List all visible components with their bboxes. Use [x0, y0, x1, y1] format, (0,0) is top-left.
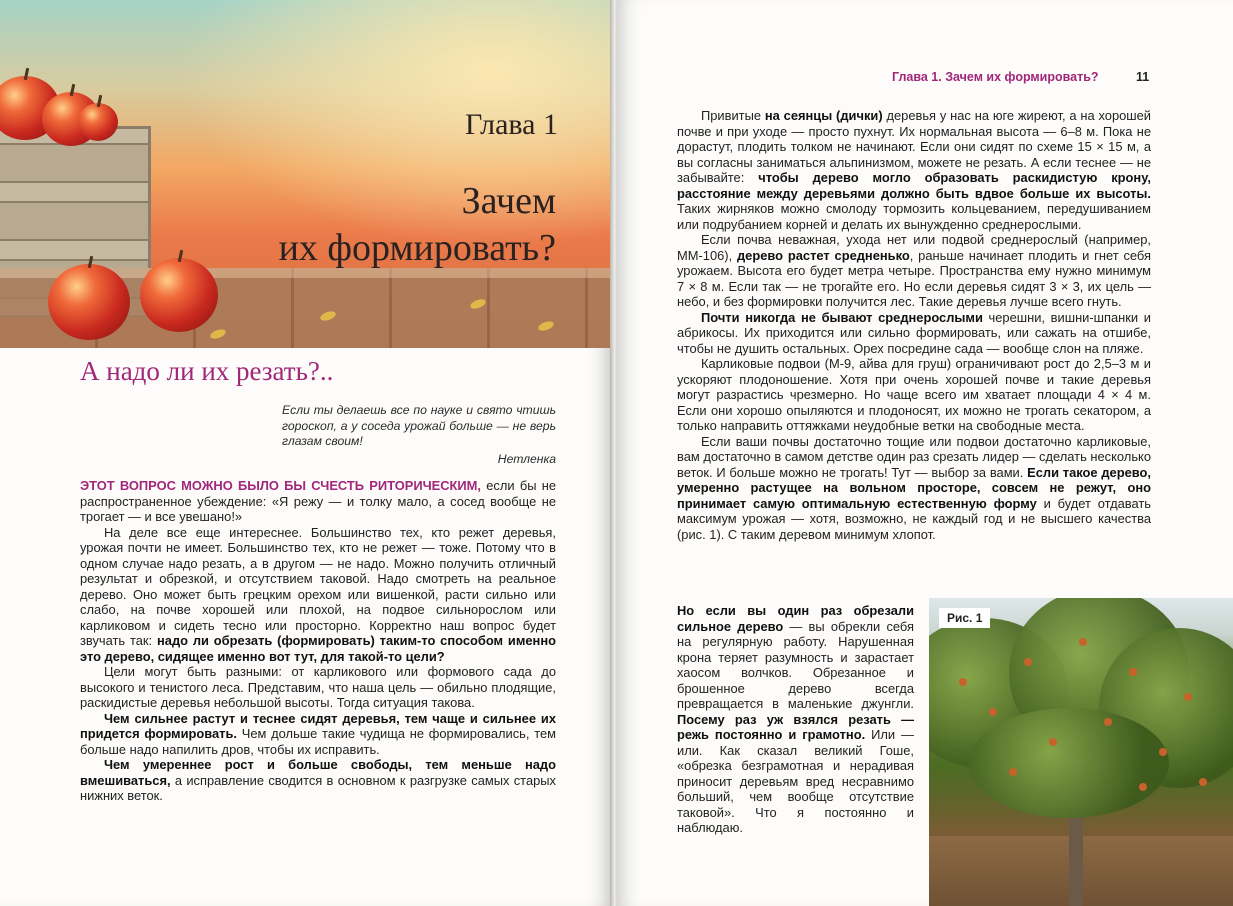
- epigraph-author: Нетленка: [497, 452, 556, 466]
- paragraph: Чем сильнее растут и теснее сидят деревья, тем чаще и сильнее их придется формировать. Чем дольше такие чудища не формировались, тем больше надо напилить дров, чтобы их исправить.: [80, 710, 556, 757]
- hero-image-apples: [0, 0, 612, 348]
- figure-label: Рис. 1: [939, 608, 990, 628]
- right-body-text-narrow: [677, 603, 914, 836]
- paragraph: Если почва неважная, ухода нет или подвой среднерослый (например, ММ-106), дерево растет средненько, раньше начинает плодить и гнет себя урожаем. Высота его будет метра четыре. Пространства ему нужно минимум 7 × 8 м. Если так — не трогайте его. Но если деревья сидят 3 × 3, их цель — небо, и без формировки получится лес. Такие деревья лучше всего гнуть.: [677, 232, 1152, 309]
- chapter-title-line: их формировать?: [278, 227, 556, 269]
- paragraph: Цели могут быть разными: от карликового или формового сада до высокого и тенистого леса. Представим, что наша цель — обильно плодящие, раскидистые деревья небольшой высоты. Тогда ситуация такова.: [80, 664, 556, 710]
- paragraph: Чем умереннее рост и больше свободы, тем меньше надо вмешиваться, а исправление сводится в основном к разгрузке самых старых нижних веток.: [80, 757, 556, 803]
- figure-1-apple-tree-photo: [929, 598, 1233, 906]
- page-number: 11: [1136, 70, 1150, 84]
- paragraph: ЭТОТ ВОПРОС МОЖНО БЫЛО БЫ СЧЕСТЬ РИТОРИЧЕСКИМ, если бы не распространенное убеждение: «Я режу — и толку мало, а сосед вообще не трогает — и все увешано!»: [80, 478, 556, 524]
- right-body-text: [677, 108, 1151, 542]
- tree-foliage: [969, 708, 1169, 818]
- chapter-title-line: Зачем: [461, 180, 556, 222]
- paragraph: На деле все еще интереснее. Большинство тех, кто режет деревья, урожая почти не имеет. Большинство тех, кто не режет — тоже. Потому что в одном случае надо резать, а в другом — не надо. Можно получить отличный результат и обрезкой, и отсутствием таковой. Надо смотреть на реальное дерево. Оно может быть грецким орехом или вишенкой, расти сильно или слабо, на почве хорошей или плохой, на подвое сильнорослом или карликовом и сидеть тесно или просторно. Корректно наш вопрос будет звучать так: надо ли обрезать (формировать) таким-то способом именно это дерево, сидящее именно вот тут, для такой-то цели?: [80, 524, 556, 664]
- running-head: Глава 1. Зачем их формировать?: [892, 70, 1099, 84]
- paragraph: Почти никогда не бывают среднерослыми черешни, вишни-шпанки и абрикосы. Их приходится или сильно формировать, или сажать на отшибе, чтобы не душить остальных. Орех посредине сада — вообще слон на пляже.: [677, 309, 1151, 356]
- chapter-title: [0, 178, 556, 272]
- paragraph: Карликовые подвои (М-9, айва для груш) ограничивают рост до 2,5–3 м и ускоряют плодоношение. Хотя при очень хорошей почве и такие деревья могут разрастись чрезмерно. Но чаще всего им хватает площади 4 × 4 м. Если они хорошо опыляются и плодоносят, их можно не трогать секатором, а только направить оттяжками неудобные ветки на свободные места.: [677, 356, 1151, 433]
- paragraph: Но если вы один раз обрезали сильное дерево — вы обрекли себя на регулярную работу. Нарушенная крона теряет разумность и зарастает хаосом волчков. Обрезанное и брошенное дерево всегда превращается в маленькие джунгли. Посему раз уж взялся резать — режь постоянно и грамотно. Или — или. Как сказал великий Гоше, «обрезка безграмотная и нерадивая приносит деревьям вред несравнимо больший, чем вообще отсутствие таковой». Что я постоянно и наблюдаю.: [677, 603, 914, 835]
- apple-image: [48, 264, 130, 340]
- paragraph: Привитые на сеянцы (дички) деревья у нас на юге жиреют, а на хорошей почве и при уходе — просто пухнут. Их нормальная высота — 6–8 м. Пока не дорастут, плодить толком не начинают. Если они сидят по схеме 15 × 15 м, а вы согласны заниматься альпинизмом, можете не резать. А если теснее — не забывайте: чтобы дерево могло образовать раскидистую крону, расстояние между деревьями должно быть вдвое больше их высоты. Таких жирняков можно смолоду тормозить кольцеванием, передушиванием или подрубанием корней и делать их вынужденно среднерослыми.: [677, 108, 1152, 232]
- lead-in: ЭТОТ ВОПРОС МОЖНО БЫЛО БЫ СЧЕСТЬ РИТОРИЧЕСКИМ,: [80, 478, 482, 493]
- paragraph: Если ваши почвы достаточно тощие или подвои достаточно карликовые, вам достаточно в самом детстве один раз срезать лидер — сделать несколько веток. И больше можно не трогать! Тут — выбор за вами. Если такое дерево, умеренно растущее на вольном просторе, совсем не режут, оно принимает самую оптимальную естественную форму и будет отдавать максимум урожая — хотя, возможно, не каждый год и не высшего качества (рис. 1). С таким деревом минимум хлопот.: [677, 433, 1151, 542]
- chapter-number: Глава 1: [465, 108, 558, 141]
- epigraph-text: Если ты делаешь все по науке и свято чтишь гороскоп, а у соседа урожай больше — не верь глазам своим!: [282, 403, 556, 448]
- left-page: [0, 0, 612, 906]
- left-body-text: [80, 478, 556, 804]
- section-title: А надо ли их резать?..: [80, 356, 334, 386]
